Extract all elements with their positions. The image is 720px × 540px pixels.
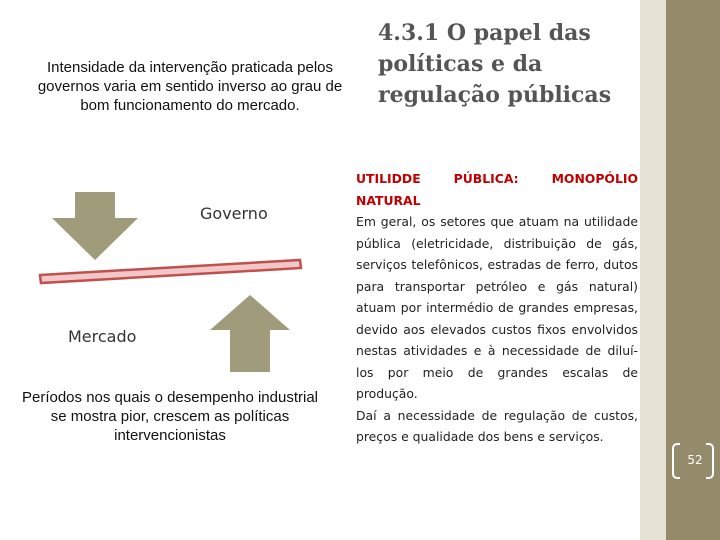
body-paragraph-1: Em geral, os setores que atuam na utilidade pública (eletricidade, distribuição de gás, serviços telefônicos, estradas de ferro, dutos para transportar petróleo e gás natural) atuam por intermédio de grandes empresas, devido aos elevados custos fixos envolvidos nestas atividades e à necessidade de diluí-los por meio de grandes escalas de produção. <box>356 214 638 401</box>
bottom-note: Períodos nos quais o desempenho industrial se mostra pior, crescem as políticas intervencionistas <box>21 389 319 444</box>
intervention-diagram <box>0 180 340 380</box>
governo-label: Governo <box>200 204 268 223</box>
section-title: 4.3.1 O papel das políticas e da regulação públicas <box>378 20 612 108</box>
balance-bar <box>40 260 301 283</box>
intro-text: Intensidade da intervenção praticada pelos governos varia em sentido inverso ao grau de bom funcionamento do mercado. <box>37 59 343 114</box>
body-heading-line-2: NATURAL <box>356 192 421 208</box>
body-heading <box>356 168 638 190</box>
page-number: 52 <box>687 453 703 467</box>
body-paragraph-2: Daí a necessidade de regulação de custos, preços e qualidade dos bens e serviços. <box>356 407 638 444</box>
mercado-label: Mercado <box>68 327 137 346</box>
heading-word-2: PÚBLICA: <box>453 171 519 186</box>
heading-word-3: MONOPÓLIO <box>551 171 638 186</box>
arrow-down-icon <box>52 192 138 260</box>
body-text <box>356 168 638 448</box>
heading-word-1: UTILIDDE <box>356 171 421 186</box>
arrow-up-icon <box>210 295 290 372</box>
side-stripe-light <box>640 0 666 540</box>
